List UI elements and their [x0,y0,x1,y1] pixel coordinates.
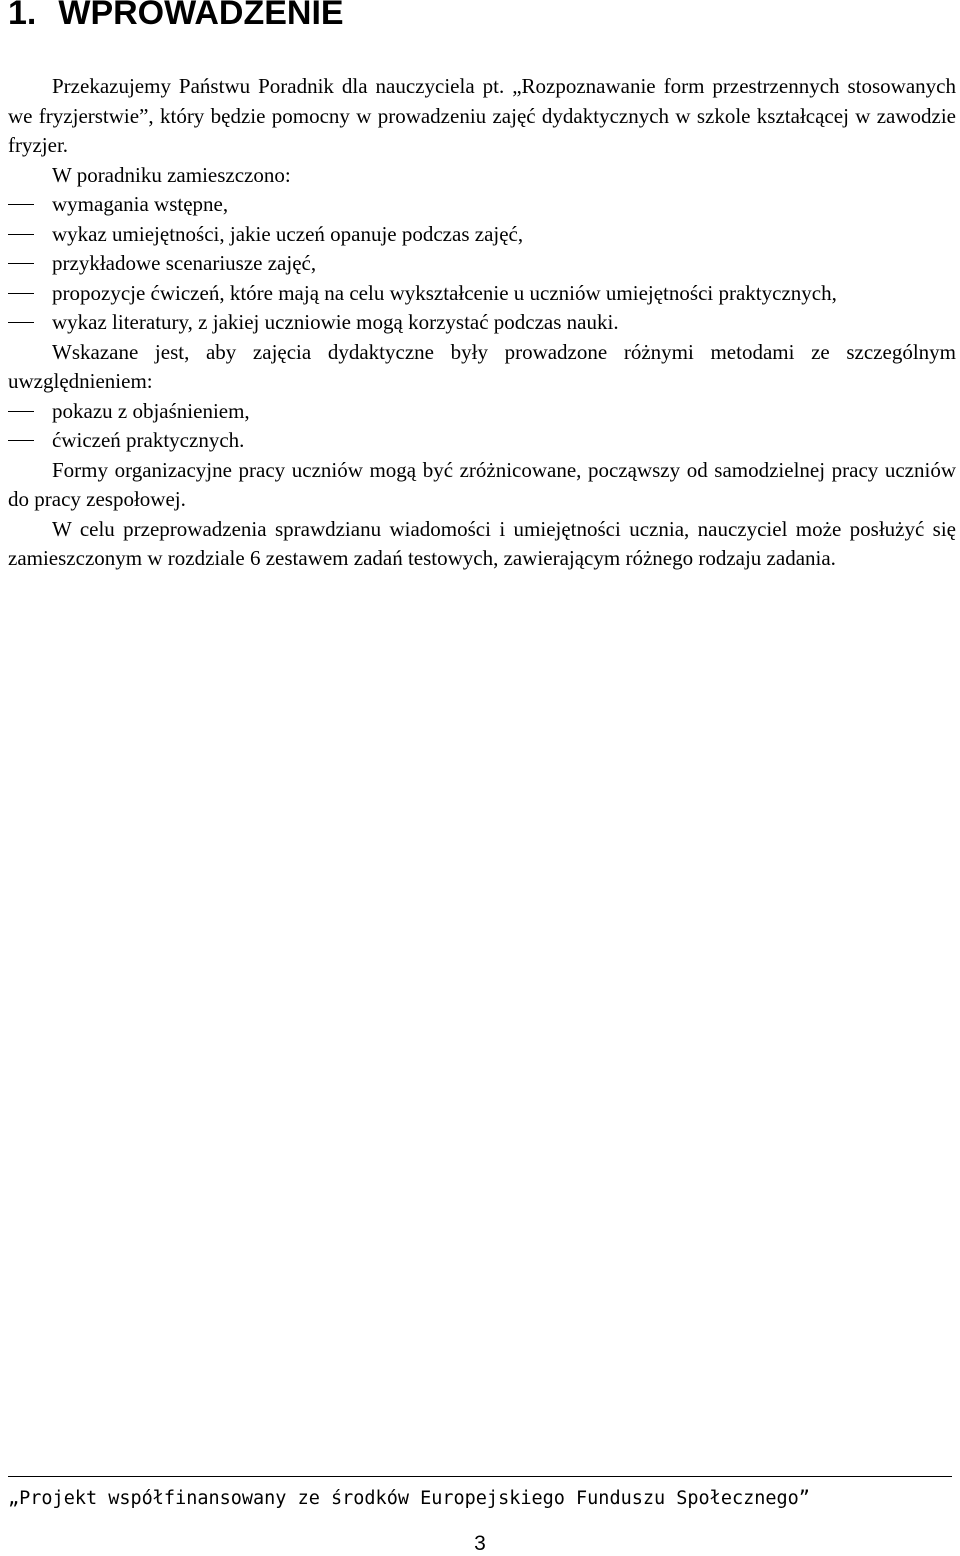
list-item-text: pokazu z objaśnieniem, [52,398,250,423]
list-item-text: wykaz literatury, z jakiej uczniowie mogą korzystać podczas nauki. [52,310,619,334]
list-item-text: wykaz umiejętności, jakie uczeń opanuje podczas zajęć, [52,221,524,246]
dash-bullet [8,263,34,264]
list-item [8,249,956,279]
contents-list [8,190,956,338]
list-item [8,426,956,456]
forms-paragraph: Formy organizacyjne pracy uczniów mogą być zróżnicowane, począwszy od samodzielnej pracy uczniów do pracy zespołowej. [8,457,956,511]
list-item-text: wymagania wstępne, [52,192,229,216]
list-item [8,220,956,250]
list-item-text: propozycje ćwiczeń, które mają na celu wykształcenie u uczniów umiejętności praktycznych, [52,280,837,305]
page-number: 3 [474,1532,486,1555]
list-item [8,308,956,338]
dash-bullet [8,234,34,235]
chapter-number: 1. [8,0,37,32]
chapter-heading [8,0,344,30]
intro-paragraph: Przekazujemy Państwu Poradnik dla nauczyciela pt. „Rozpoznawanie form przestrzennych stosowanych we fryzjerstwie”, który będzie pomocny w prowadzeniu zajęć dydaktycznych w szkole kształcącej w zawodzie fryzjer. [8,74,956,157]
dash-bullet [8,440,34,441]
dash-bullet [8,293,34,294]
methods-list [8,397,956,456]
dash-bullet [8,411,34,412]
chapter-title: WPROWADZENIE [58,0,344,32]
list-item [8,397,956,427]
list-item [8,190,956,220]
footer-divider [8,1476,952,1477]
methods-paragraph: Wskazane jest, aby zajęcia dydaktyczne były prowadzone różnymi metodami ze szczególnym uwzględnieniem: [8,339,956,393]
list-item-text: ćwiczeń praktycznych. [52,428,245,452]
list-item [8,279,956,309]
assessment-paragraph: W celu przeprowadzenia sprawdzianu wiadomości i umiejętności ucznia, nauczyciel może posłużyć się zamieszczonym w rozdziale 6 zestawem zadań testowych, zawierającym różnego rodzaju zadania. [8,516,956,570]
contents-intro: W poradniku zamieszczono: [52,162,291,187]
list-item-text: przykładowe scenariusze zajęć, [52,251,317,275]
body-text [8,72,956,574]
dash-bullet [8,322,34,323]
dash-bullet [8,204,34,205]
footer-project-note: „Projekt współfinansowany ze środków Europejskiego Funduszu Społecznego” [8,1488,810,1509]
